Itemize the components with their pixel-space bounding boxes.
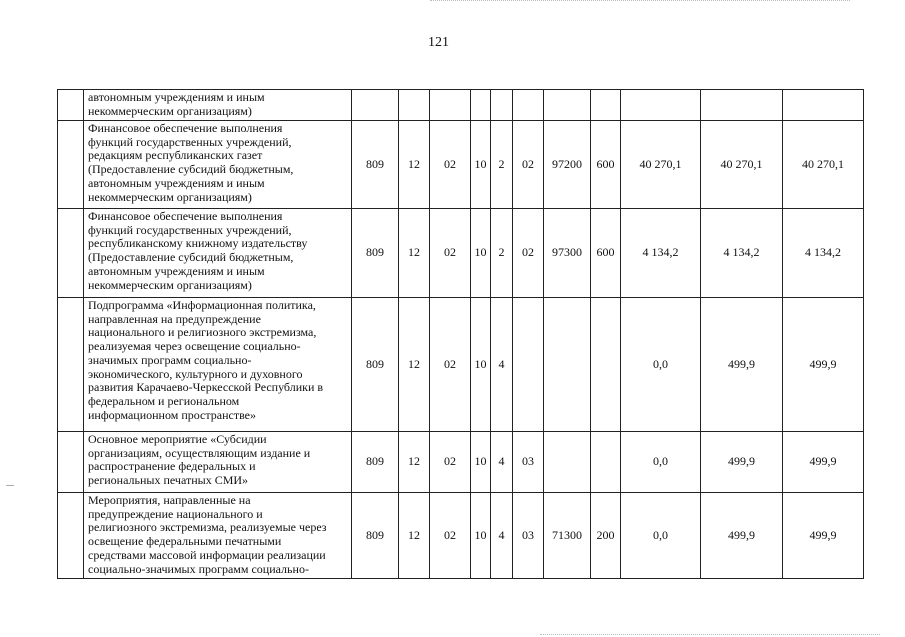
page-number: 121	[428, 35, 449, 50]
cell-amount-year-1: 0,0	[621, 432, 701, 493]
cell-amount-year-2: 4 134,2	[701, 209, 783, 298]
cell-amount-year-3: 499,9	[783, 432, 864, 493]
scan-artifact-tick	[6, 485, 14, 486]
table-row	[58, 121, 864, 209]
cell-direction	[544, 90, 591, 121]
cell-amount-year-2: 499,9	[701, 493, 783, 579]
cell-expense-type: 600	[591, 121, 621, 209]
row-index-cell	[58, 493, 84, 579]
cell-program: 10	[471, 298, 491, 432]
cell-section	[399, 90, 430, 121]
cell-main-event	[513, 90, 544, 121]
row-index-cell	[58, 432, 84, 493]
cell-section: 12	[399, 493, 430, 579]
cell-amount-year-1	[621, 90, 701, 121]
cell-amount-year-2: 499,9	[701, 298, 783, 432]
cell-subprogram	[491, 90, 513, 121]
table-row	[58, 493, 864, 579]
cell-amount-year-2: 40 270,1	[701, 121, 783, 209]
cell-expense-type	[591, 90, 621, 121]
row-index-cell	[58, 209, 84, 298]
cell-amount-year-1: 0,0	[621, 493, 701, 579]
cell-subsection: 02	[430, 121, 471, 209]
table-row	[58, 432, 864, 493]
row-index-cell	[58, 90, 84, 121]
scan-artifact-bottom	[540, 634, 880, 636]
cell-amount-year-2	[701, 90, 783, 121]
cell-amount-year-1: 4 134,2	[621, 209, 701, 298]
cell-amount-year-3: 499,9	[783, 298, 864, 432]
cell-program: 10	[471, 209, 491, 298]
cell-ministry-code: 809	[352, 432, 399, 493]
cell-direction	[544, 432, 591, 493]
cell-direction: 97200	[544, 121, 591, 209]
row-description: Подпрограмма «Информационная политика, направленная на предупреждение национального и религиозного экстремизма, реализуемая через освещение социально- значимых программ социально- экономического, культурного и духовного развития Карачаево-Черкесской Республики в федеральном и региональном информационном пространстве»	[84, 298, 352, 432]
cell-subprogram: 2	[491, 209, 513, 298]
scan-artifact-top	[430, 0, 850, 2]
cell-expense-type	[591, 432, 621, 493]
cell-program	[471, 90, 491, 121]
cell-ministry-code	[352, 90, 399, 121]
cell-amount-year-1: 0,0	[621, 298, 701, 432]
cell-subsection: 02	[430, 493, 471, 579]
cell-subsection	[430, 90, 471, 121]
row-description: Мероприятия, направленные на предупреждение национального и религиозного экстремизма, реализуемые через освещение федеральными печатными средствами массовой информации реализации социально-значимых программ социально-	[84, 493, 352, 579]
cell-expense-type	[591, 298, 621, 432]
cell-subprogram: 4	[491, 432, 513, 493]
row-index-cell	[58, 298, 84, 432]
cell-subsection: 02	[430, 298, 471, 432]
cell-ministry-code: 809	[352, 209, 399, 298]
cell-subprogram: 4	[491, 493, 513, 579]
cell-subsection: 02	[430, 432, 471, 493]
cell-main-event: 03	[513, 432, 544, 493]
cell-ministry-code: 809	[352, 121, 399, 209]
row-index-cell	[58, 121, 84, 209]
table-row	[58, 209, 864, 298]
cell-main-event: 02	[513, 209, 544, 298]
cell-amount-year-1: 40 270,1	[621, 121, 701, 209]
table-row	[58, 298, 864, 432]
cell-program: 10	[471, 121, 491, 209]
cell-subprogram: 2	[491, 121, 513, 209]
row-description: автономным учреждениям и иным некоммерческим организациям)	[84, 90, 352, 121]
cell-section: 12	[399, 432, 430, 493]
cell-subsection: 02	[430, 209, 471, 298]
cell-expense-type: 600	[591, 209, 621, 298]
cell-direction: 71300	[544, 493, 591, 579]
cell-expense-type: 200	[591, 493, 621, 579]
cell-ministry-code: 809	[352, 493, 399, 579]
cell-program: 10	[471, 493, 491, 579]
row-description: Финансовое обеспечение выполнения функций государственных учреждений, республиканскому книжному издательству (Предоставление субсидий бюджетным, автономным учреждениям и иным некоммерческим организациям)	[84, 209, 352, 298]
budget-table	[57, 89, 864, 579]
cell-amount-year-3: 40 270,1	[783, 121, 864, 209]
cell-main-event: 02	[513, 121, 544, 209]
cell-section: 12	[399, 121, 430, 209]
cell-amount-year-3	[783, 90, 864, 121]
cell-amount-year-2: 499,9	[701, 432, 783, 493]
cell-amount-year-3: 499,9	[783, 493, 864, 579]
cell-main-event: 03	[513, 493, 544, 579]
table-row	[58, 90, 864, 121]
cell-direction	[544, 298, 591, 432]
cell-amount-year-3: 4 134,2	[783, 209, 864, 298]
cell-section: 12	[399, 209, 430, 298]
cell-program: 10	[471, 432, 491, 493]
cell-ministry-code: 809	[352, 298, 399, 432]
cell-subprogram: 4	[491, 298, 513, 432]
row-description: Финансовое обеспечение выполнения функций государственных учреждений, редакциям республиканских газет (Предоставление субсидий бюджетным, автономным учреждениям и иным некоммерческим организациям)	[84, 121, 352, 209]
row-description: Основное мероприятие «Субсидии организациям, осуществляющим издание и распространение федеральных и региональных печатных СМИ»	[84, 432, 352, 493]
cell-direction: 97300	[544, 209, 591, 298]
cell-section: 12	[399, 298, 430, 432]
cell-main-event	[513, 298, 544, 432]
